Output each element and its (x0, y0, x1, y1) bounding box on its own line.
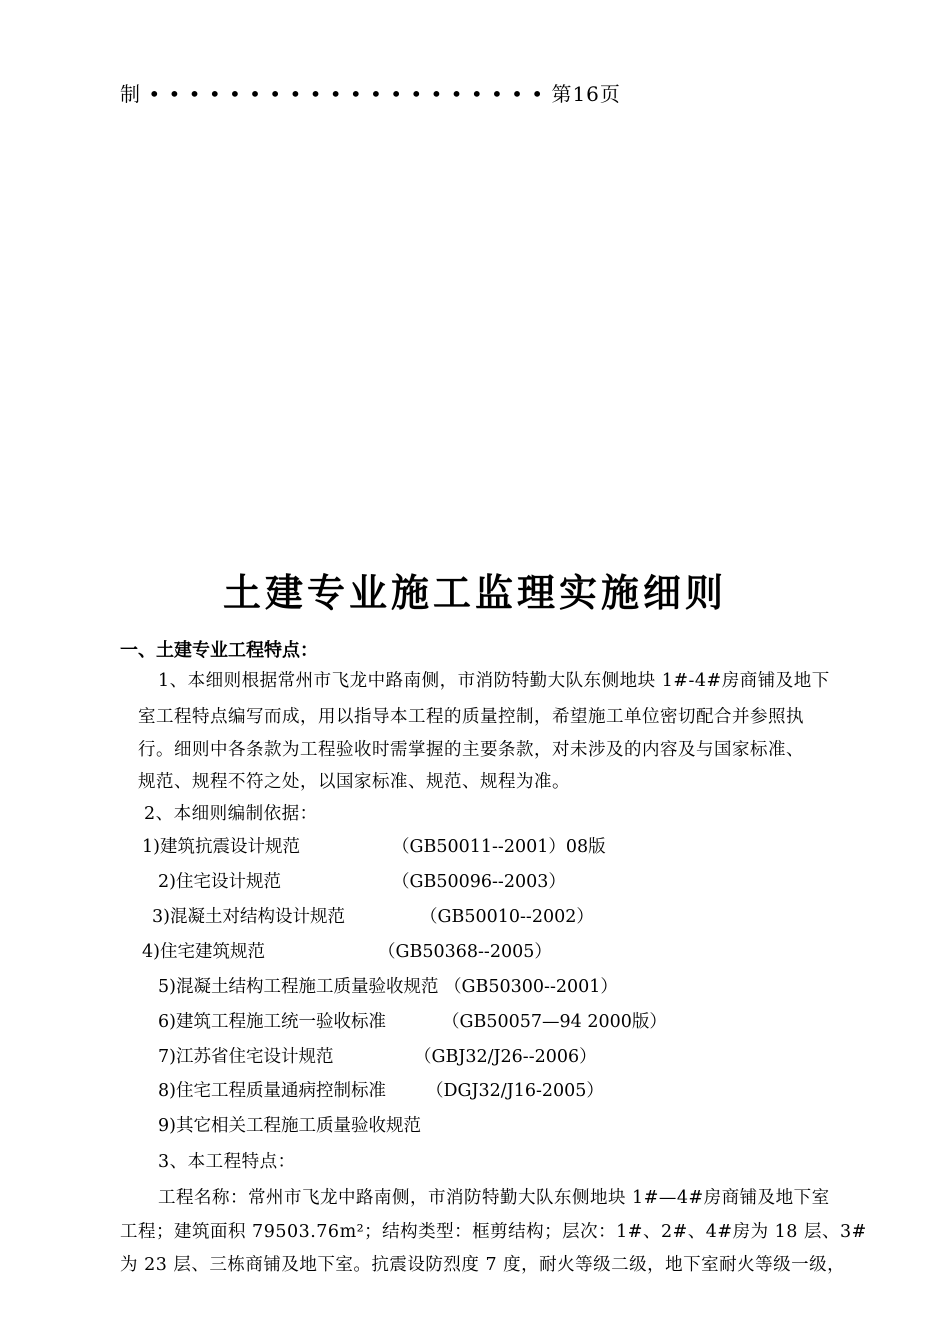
basis-name: 1)建筑抗震设计规范 (142, 837, 300, 857)
basis-name: 8)住宅工程质量通病控制标准 (158, 1081, 386, 1101)
paragraph-line: 规范、规程不符之处，以国家标准、规范、规程为准。 (138, 772, 570, 792)
basis-code: （GB50096--2003） (392, 872, 566, 892)
subsection-heading: 2、本细则编制依据： (144, 804, 318, 824)
basis-name: 6)建筑工程施工统一验收标准 (158, 1012, 386, 1032)
basis-item (158, 1008, 667, 1033)
basis-name: 2)住宅设计规范 (158, 872, 281, 892)
basis-item (142, 833, 606, 858)
basis-item (152, 903, 594, 928)
basis-code: （GB50057—94 2000版） (442, 1012, 667, 1032)
basis-name: 3)混凝土对结构设计规范 (152, 907, 345, 927)
paragraph-line: 1、本细则根据常州市飞龙中路南侧，市消防特勤大队东侧地块 1#-4#房商铺及地下 (158, 671, 830, 691)
subsection-heading: 3、本工程特点： (158, 1152, 296, 1172)
basis-item (158, 1112, 421, 1137)
paragraph-line: 工程；建筑面积 79503.76m²；结构类型：框剪结构；层次：1#、2#、4#房为 18 层、3# (120, 1222, 867, 1242)
paragraph-line: 为 23 层、三栋商铺及地下室。抗震设防烈度 7 度，耐火等级二级，地下室耐火等级一级， (120, 1255, 846, 1275)
paragraph-line: 工程名称：常州市飞龙中路南侧，市消防特勤大队东侧地块 1#—4#房商铺及地下室 (158, 1188, 830, 1208)
basis-code: （GB50368--2005） (378, 942, 552, 962)
document-title: 土建专业施工监理实施细则 (222, 570, 727, 615)
basis-code: （GB50011--2001）08版 (392, 837, 606, 857)
toc-leader-dots: • • • • • • • • • • • • • • • • • • • • (148, 82, 545, 106)
basis-name: 4)住宅建筑规范 (142, 942, 265, 962)
paragraph-line: 室工程特点编写而成，用以指导本工程的质量控制，希望施工单位密切配合并参照执 (138, 707, 804, 727)
basis-name: 9)其它相关工程施工质量验收规范 (158, 1116, 421, 1136)
basis-code: （DGJ32/J16-2005） (426, 1081, 604, 1101)
basis-item (158, 973, 618, 998)
basis-code: （GBJ32/J26--2006） (414, 1047, 597, 1067)
toc-page-number: 第16页 (551, 82, 621, 106)
basis-item (158, 1077, 604, 1102)
section-heading: 一、土建专业工程特点： (120, 640, 318, 661)
basis-code: （GB50010--2002） (420, 907, 594, 927)
basis-item (142, 938, 552, 963)
basis-item (158, 868, 566, 893)
paragraph-line: 行。细则中各条款为工程验收时需掌握的主要条款，对未涉及的内容及与国家标准、 (138, 740, 804, 760)
basis-item (158, 1043, 597, 1068)
basis-name: 7)江苏省住宅设计规范 (158, 1047, 334, 1067)
toc-entry (120, 78, 621, 107)
basis-name: 5)混凝土结构工程施工质量验收规范 (158, 977, 439, 997)
toc-title-fragment: 制 (120, 82, 141, 106)
basis-code: （GB50300--2001） (444, 977, 618, 997)
